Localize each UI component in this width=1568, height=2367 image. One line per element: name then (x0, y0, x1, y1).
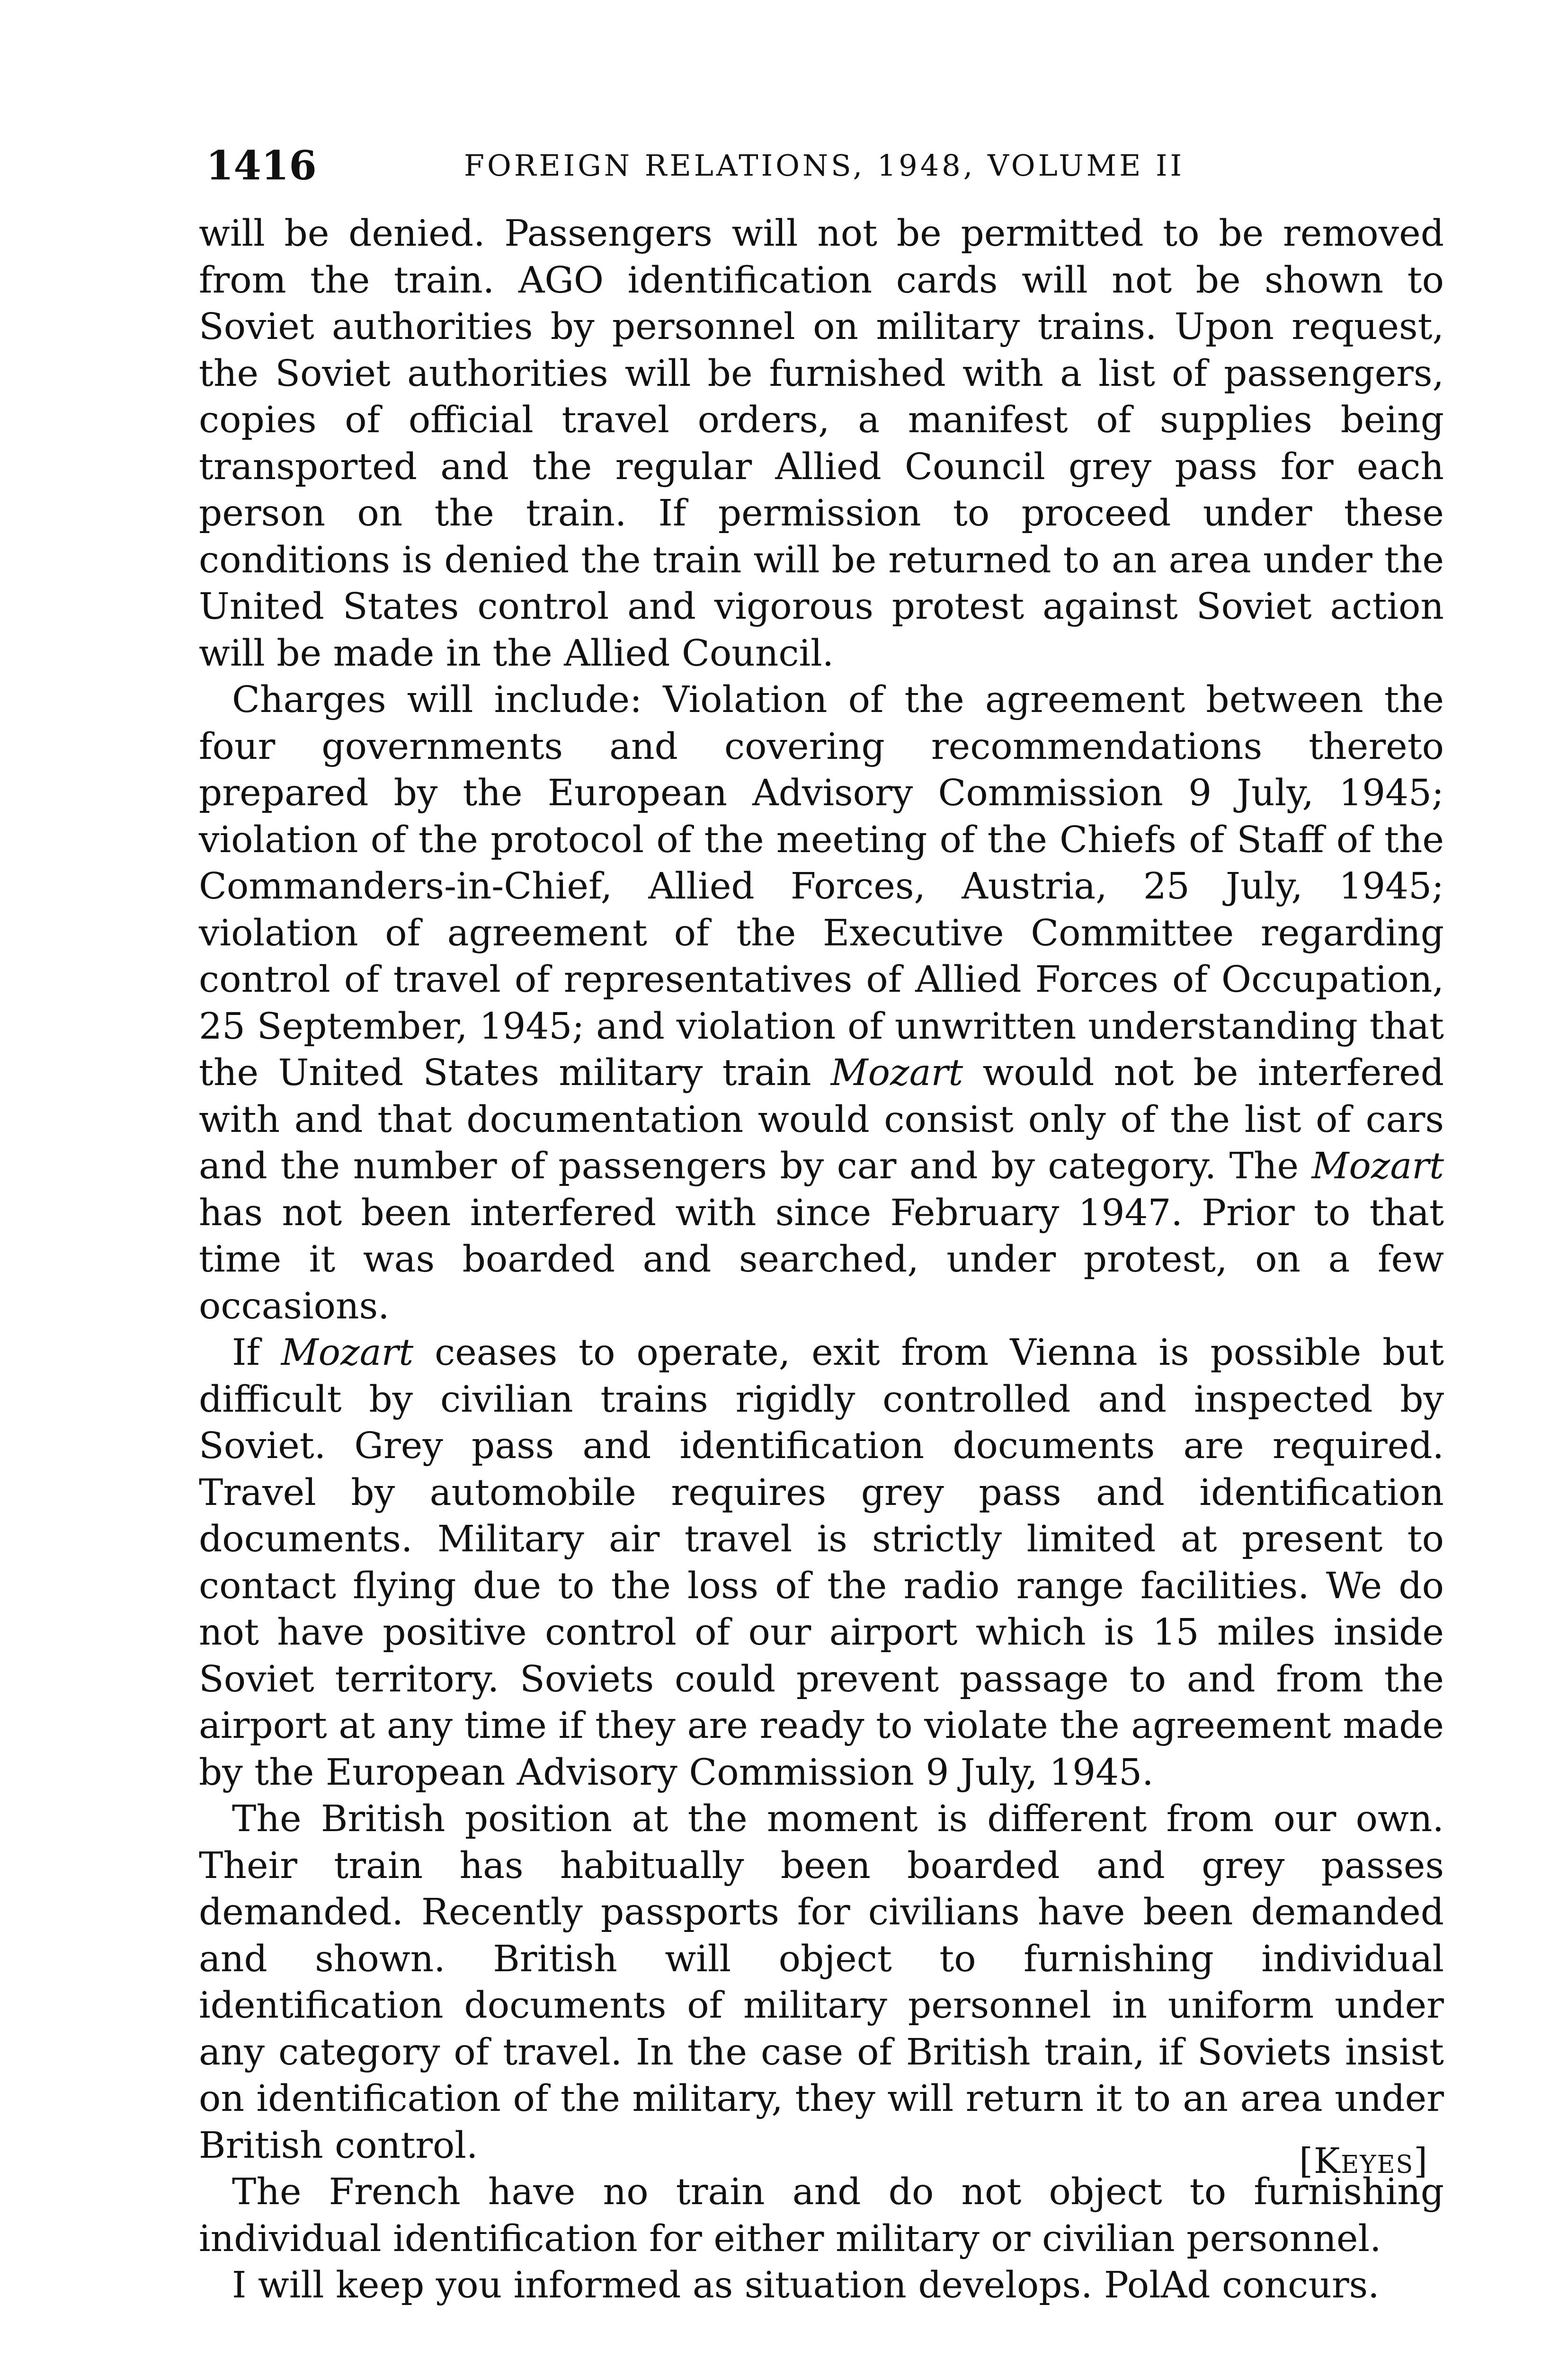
page-header (206, 137, 1437, 194)
paragraph-2-part-a: Charges will include: Violation of the agreement between the four governments and covering recommendations thereto prepared by the European Advisory Commission 9 July, 1945; violation of the protocol of the meeting of the Chiefs of Staff of the Commanders-in-Chief, Allied Forces, Austria, 25 July, 1945; violation of agreement of the Executive Committee regarding control of travel of representatives of Allied Forces of Occupation, 25 September, 1945; and violation of unwritten understanding that the United States military train (199, 679, 1444, 1094)
page-number: 1416 (206, 142, 317, 189)
paragraph-4: The British position at the moment is different from our own. Their train has habitually been boarded and grey passes demanded. Recently passports for civilians have been demanded and shown. British will object to furnishing individual identification documents of military personnel in uniform under any category of travel. In the case of British train, if Soviets insist on identification of the military, they will return it to an area under British control. (199, 1798, 1444, 2167)
paragraph-3 (199, 1330, 1444, 1796)
signature: [Keyes] (1299, 2141, 1428, 2181)
paragraph-2-part-c: has not been interfered with since February 1947. Prior to that time it was boarded and searched, under protest, on a few occasions. (199, 1192, 1444, 1327)
train-name-mozart: Mozart (1311, 1145, 1444, 1187)
paragraph-3-part-b: ceases to operate, exit from Vienna is possible but difficult by civilian trains rigidly controlled and inspected by Soviet. Grey pass and identification documents are required. Travel by automobile requires grey pass and identification documents. Military air travel is strictly limited at present to contact flying due to the loss of the radio range facilities. We do not have positive control of our airport which is 15 miles inside Soviet territory. Soviets could prevent passage to and from the airport at any time if they are ready to violate the agreement made by the European Advisory Commission 9 July, 1945. (199, 1332, 1444, 1794)
paragraph-3-part-a: If (232, 1332, 281, 1374)
train-name-mozart: Mozart (281, 1332, 414, 1374)
body-text (199, 211, 1444, 2309)
paragraph-6: I will keep you informed as situation develops. PolAd concurs. (232, 2264, 1380, 2306)
paragraph-2-part-b: would not be interfered with and that documentation would consist only of the list of cars and the number of passengers by car and by category. The (199, 1052, 1444, 1187)
train-name-mozart: Mozart (830, 1052, 963, 1094)
paragraph-1: will be denied. Passengers will not be permitted to be removed from the train. AGO identification cards will not be shown to Soviet authorities by personnel on military trains. Upon request, the Soviet authorities will be furnished with a list of passengers, copies of official travel orders, a manifest of supplies being transported and the regular Allied Council grey pass for each person on the train. If permission to proceed under these conditions is denied the train will be returned to an area under the United States control and vigorous protest against Soviet action will be made in the Allied Council. (199, 213, 1444, 675)
paragraph-5: The French have no train and do not object to furnishing individual identification for either military or civilian personnel. (199, 2171, 1444, 2260)
paragraph-2 (199, 677, 1444, 1330)
running-head: FOREIGN RELATIONS, 1948, VOLUME II (464, 148, 1185, 183)
